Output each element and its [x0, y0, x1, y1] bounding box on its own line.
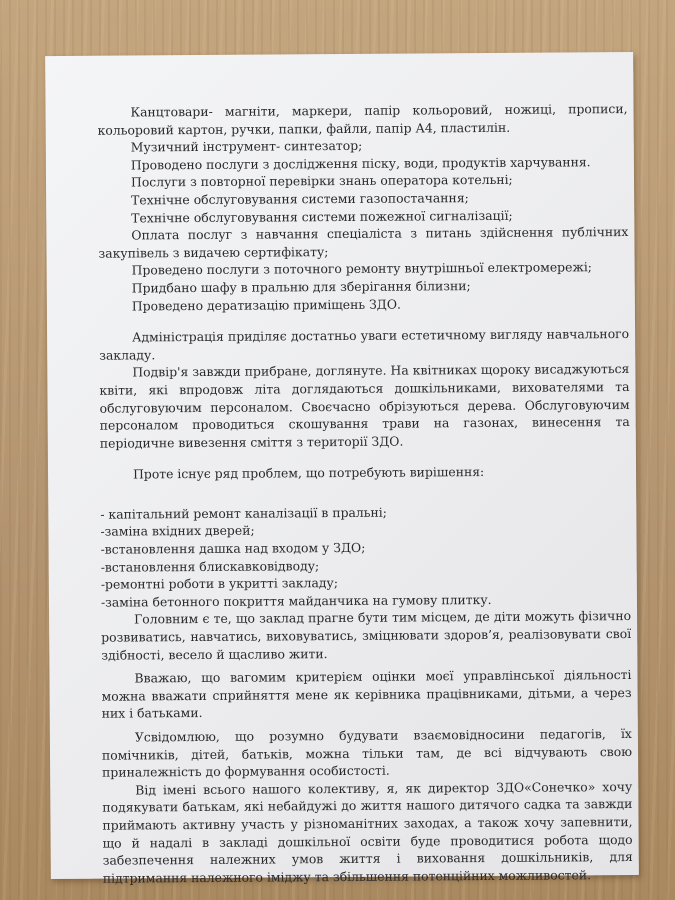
list-item: Послуги з повторної перевірки знань оператора котельні;: [130, 172, 513, 190]
problem-item: -заміна бетонного покриття майданчика на гумову плитку.: [100, 591, 492, 610]
list-item: Проводено послуги з дослідження піску, води, продуктів харчування.: [130, 154, 591, 173]
list-item: Музичний інструмент- синтезатор;: [130, 138, 363, 155]
paper-sheet: [45, 52, 639, 886]
problem-item: -ремонтні роботи в укритті закладу;: [100, 575, 339, 592]
problem-item: - капітальний ремонт каналізації в пральні;: [100, 504, 387, 522]
paragraph-criterion: Вважаю, що вагомим критерієм оцінки моєї управлінської діяльності можна вважати сприйняття мене як керівника працівниками, дітьми, а через них і батьками.: [101, 667, 632, 722]
list-item: Проведено дератизацію приміщень ЗДО.: [131, 296, 401, 313]
paragraph-admin: Адміністрація приділяє достатньо уваги естетичному вигляду навчального закладу.: [99, 326, 630, 363]
paragraph-main: Головним є те, що заклад прагне бути тим місцем, де діти можуть фізично розвиватись, навчатись, виховуватись, зміцнювати здоров’я, реалізовувати свої здібності, весело й щасливо жити.: [101, 608, 632, 663]
problem-item: -встановлення блискавковідводу;: [100, 557, 320, 575]
paragraph-problems: Проте існує ряд проблем, що потребують вирішення:: [133, 464, 485, 482]
list-item: Проведено послуги з поточного ремонту внутрішньої електромережі;: [131, 259, 593, 278]
supplies-line: Канцтовари- магніти, маркери, папір кольоровий, ножиці, прописи, кольоровий картон, ручки, папки, файли, папір А4, пластилін.: [97, 100, 628, 138]
problem-item: -заміна вхідних дверей;: [100, 523, 255, 540]
paragraph-yard: Подвір'я завжди прибране, доглянуте. На квітниках щороку висаджуються квіти, які впродовж літа доглядаються дошкільниками, вихователями та обслуговуючим персоналом. Своєчасно обрізуються дерева. Обслуговуючим персоналом проводиться скошування трави на газонах, винесення та періодичне вивезення сміття з території ЗДО.: [99, 361, 630, 451]
list-item: Технічне обслуговування системи пожежної сигналізації;: [131, 207, 513, 226]
list-item: Оплата послуг з навчання спеціаліста з питань здійснення публічних закупівель з видачею сертифікату;: [98, 224, 629, 261]
problem-item: -встановлення дашка над входом у ЗДО;: [100, 539, 366, 557]
list-item: Технічне обслуговування системи газопостачання;: [131, 190, 469, 208]
list-item: Придбано шафу в пральню для зберігання білизни;: [131, 278, 471, 296]
document-text: [97, 100, 632, 887]
paragraph-aware: Усвідомлюю, що розумно будувати взаємовідносини педагогів, їх помічників, дітей, батьків, можна тільки там, де всі відчувають свою приналежність до формування особистості.: [101, 725, 633, 780]
paragraph-thanks: Від імені всього нашого колективу, я, як директор ЗДО«Сонечко» хочу подякувати батькам, які небайдужі до життя нашого дитячого садка та завжди приймають активну участь у різноманітних заходах, а також хочу запевнити, що й надалі в закладі дошкільної освіти буде проводитися робота щодо забезпечення належних умов життя і виховання дошкільників, для підтримання належного іміджу та збільшення потенційних можливостей.: [102, 778, 633, 886]
